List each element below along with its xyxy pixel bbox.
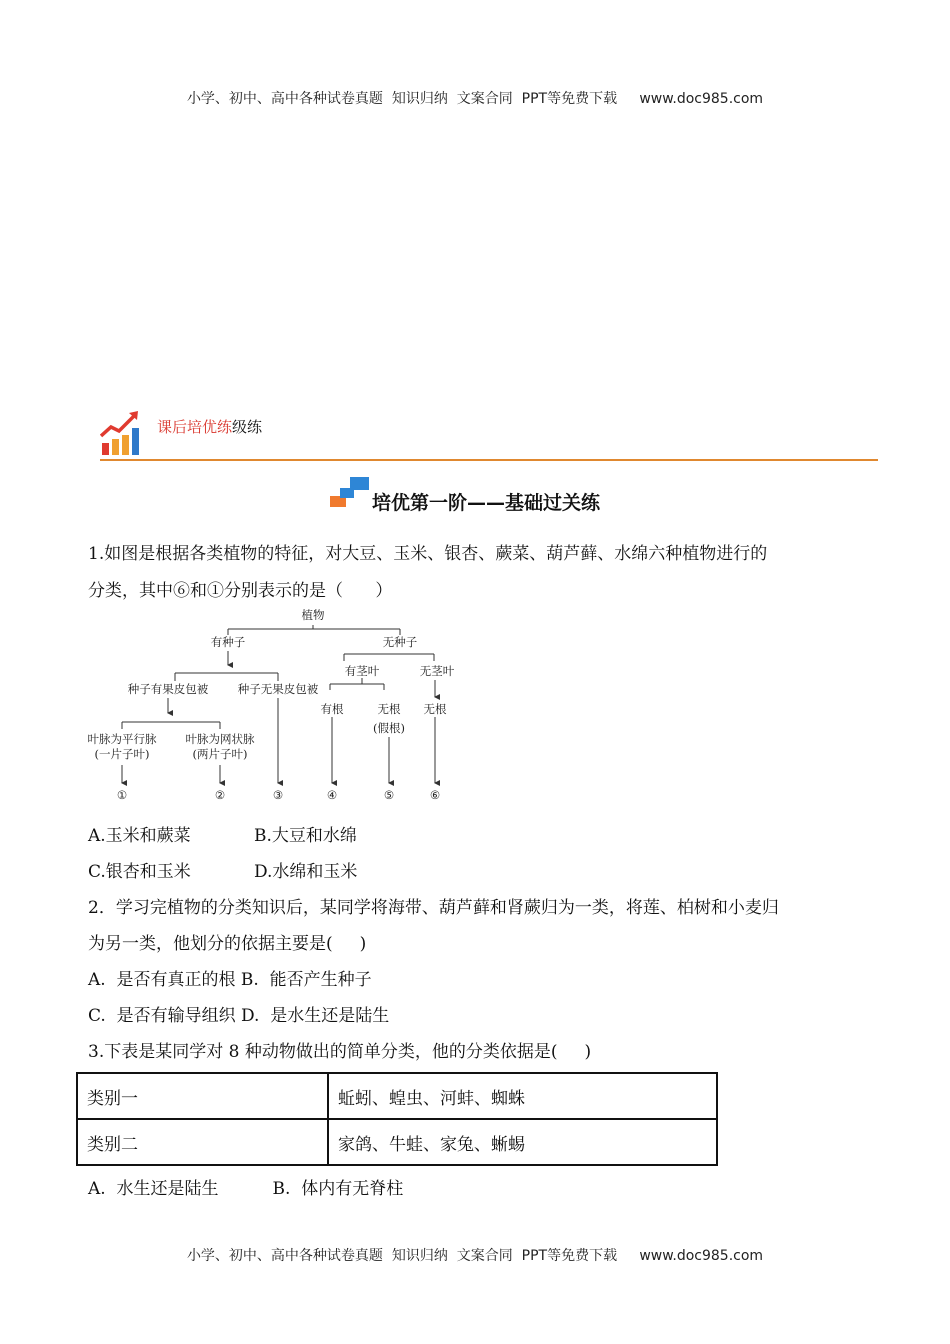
question-2-options-cd: C. 是否有输导组织 D. 是水生还是陆生: [88, 1006, 390, 1026]
node-naked-seed: 种子无果皮包被: [237, 682, 319, 696]
steps-icon: [330, 476, 370, 508]
label-4: ④: [326, 788, 338, 802]
question-1-option-d: D.水绵和玉米: [254, 862, 358, 882]
question-3-stem: 3.下表是某同学对 8 种动物做出的简单分类，他的分类依据是( ): [88, 1042, 592, 1062]
section-divider: [100, 459, 878, 461]
node-dicot: (两片子叶): [192, 747, 248, 761]
question-1-option-c: C.银杏和玉米: [88, 862, 191, 882]
question-1-option-a: A.玉米和蕨菜: [88, 826, 191, 846]
plant-classification-diagram: [82, 605, 482, 810]
question-2-stem-cont: 为另一类，他划分的依据主要是( ): [88, 934, 367, 954]
level-title: 培优第一阶——基础过关练: [372, 492, 601, 514]
node-seed: 有种子: [210, 635, 246, 649]
question-2-stem: 2．学习完植物的分类知识后，某同学将海带、葫芦藓和肾蕨归为一类，将莲、柏树和小麦归: [88, 898, 779, 918]
animal-classification-table: [76, 1072, 718, 1166]
node-no-root-2: 无根: [423, 702, 447, 716]
section-label: 课后培优练级练: [157, 418, 263, 436]
table-cell-category: 类别二: [77, 1119, 328, 1165]
node-monocot: (一片子叶): [94, 747, 150, 761]
page-header: 小学、初中、高中各种试卷真题 知识归纳 文案合同 PPT等免费下载 www.doc985.com: [186, 91, 764, 107]
table-cell-animals: 蚯蚓、蝗虫、河蚌、蜘蛛: [328, 1073, 717, 1119]
label-2: ②: [214, 788, 226, 802]
node-covered-seed: 种子有果皮包被: [127, 682, 209, 696]
node-no-root: 无根: [377, 702, 401, 716]
node-stem-leaf: 有茎叶: [344, 664, 380, 678]
node-parallel-vein: 叶脉为平行脉: [87, 732, 157, 746]
table-cell-category: 类别一: [77, 1073, 328, 1119]
growth-chart-icon: [100, 410, 144, 456]
table-row: [77, 1073, 717, 1119]
label-6: ⑥: [429, 788, 441, 802]
table-row: [77, 1119, 717, 1165]
question-1-option-b: B.大豆和水绵: [254, 826, 357, 846]
question-1-stem-cont: 分类，其中⑥和①分别表示的是（ ）: [88, 581, 393, 601]
page-footer: 小学、初中、高中各种试卷真题 知识归纳 文案合同 PPT等免费下载 www.doc985.com: [186, 1248, 764, 1264]
node-has-root: 有根: [320, 702, 344, 716]
node-net-vein: 叶脉为网状脉: [185, 732, 255, 746]
node-plant: 植物: [301, 608, 325, 622]
question-2-options-ab: A. 是否有真正的根 B. 能否产生种子: [88, 970, 372, 990]
table-cell-animals: 家鸽、牛蛙、家兔、蜥蜴: [328, 1119, 717, 1165]
label-5: ⑤: [383, 788, 395, 802]
node-fake-root: (假根): [373, 721, 405, 735]
question-3-options-ab: A. 水生还是陆生 B. 体内有无脊柱: [88, 1179, 404, 1199]
node-no-seed: 无种子: [382, 635, 418, 649]
node-no-stem-leaf: 无茎叶: [419, 664, 455, 678]
label-1: ①: [116, 788, 128, 802]
label-3: ③: [272, 788, 284, 802]
question-1-stem: 1.如图是根据各类植物的特征，对大豆、玉米、银杏、蕨菜、葫芦藓、水绵六种植物进行的: [88, 544, 768, 564]
